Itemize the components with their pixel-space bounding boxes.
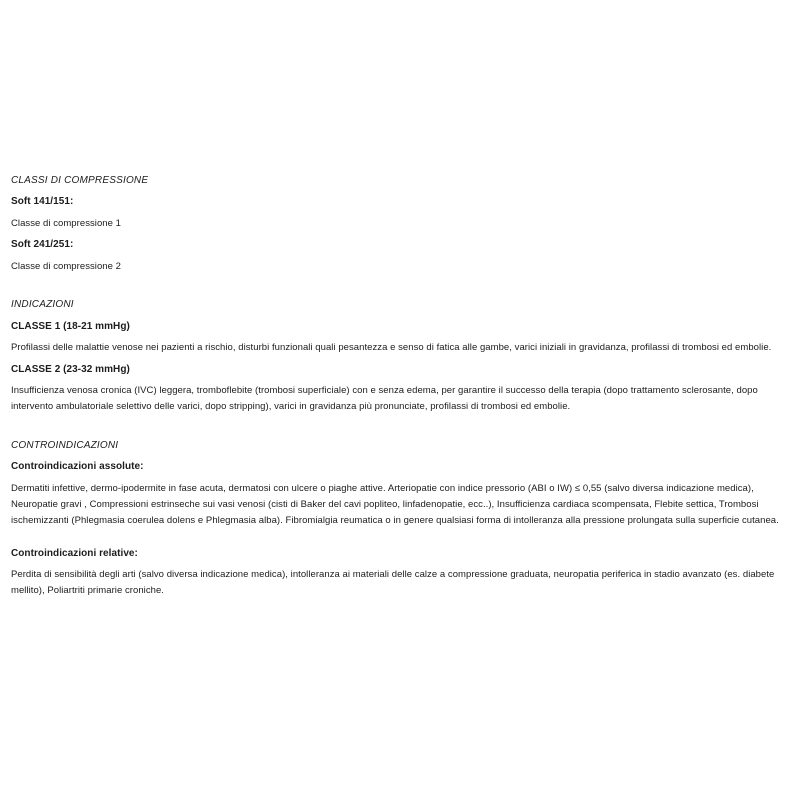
classe-2-label: CLASSE 2 (23-32 mmHg) [11, 363, 130, 375]
classe-1-label: CLASSE 1 (18-21 mmHg) [11, 320, 130, 332]
soft-141-151-label: Soft 141/151: [11, 196, 74, 208]
soft-241-251-value: Classe di compressione 2 [11, 260, 121, 272]
soft-241-251-label: Soft 241/251: [11, 239, 74, 251]
controindicazioni-heading: CONTROINDICAZIONI [11, 439, 119, 451]
indicazioni-heading: INDICAZIONI [11, 299, 74, 311]
classi-di-compressione-heading: CLASSI DI COMPRESSIONE [11, 175, 149, 186]
soft-141-151-value: Classe di compressione 1 [11, 217, 121, 229]
section-controindicazioni [11, 438, 789, 600]
section-classi-di-compressione [11, 173, 789, 275]
classe-1-description: Profilassi delle malattie venose nei pazienti a rischio, disturbi funzionali quali pesantezza e senso di fatica alle gambe, varici iniziali in gravidanza, profilassi di trombosi ed embolie. [11, 342, 772, 354]
controindicazioni-relative-description: Perdita di sensibilità degli arti (salvo diversa indicazione medica), intolleranza ai materiali delle calze a compressione graduata, neuropatia periferica in stadio avanzato (es. diabete mellito), Poliartriti primarie croniche. [11, 569, 775, 597]
controindicazioni-relative-label: Controindicazioni relative: [11, 547, 138, 559]
controindicazioni-assolute-description: Dermatiti infettive, dermo-ipodermite in fase acuta, dermatosi con ulcere o piaghe attive. Arteriopatie con indice pressorio (ABI o IW) ≤ 0,55 (salvo diversa indicazione medica), Neuropatie gravi , Compressioni estrinseche sui vasi venosi (cisti di Baker del cavi popliteo, linfadenopatie, ecc..), Insufficienza cardiaca scompensata, Flebite settica, Trombosi ischemizzanti (Phlegmasia coerulea dolens e Phlegmasia alba). Fibromialgia reumatica o in genere qualsiasi forma di intolleranza alla pressione prolungata sulla superficie cutanea. [11, 482, 779, 527]
section-indicazioni [11, 297, 789, 416]
classe-2-description: Insufficienza venosa cronica (IVC) leggera, tromboflebite (trombosi superficiale) con e senza edema, per garantire il successo della terapia (dopo trattamento sclerosante, dopo intervento ambulatoriale selettivo delle varici, dopo stripping), varici in gravidanza più pronunciate, profilassi di trombosi ed embolie. [11, 385, 758, 413]
controindicazioni-assolute-label: Controindicazioni assolute: [11, 461, 144, 473]
